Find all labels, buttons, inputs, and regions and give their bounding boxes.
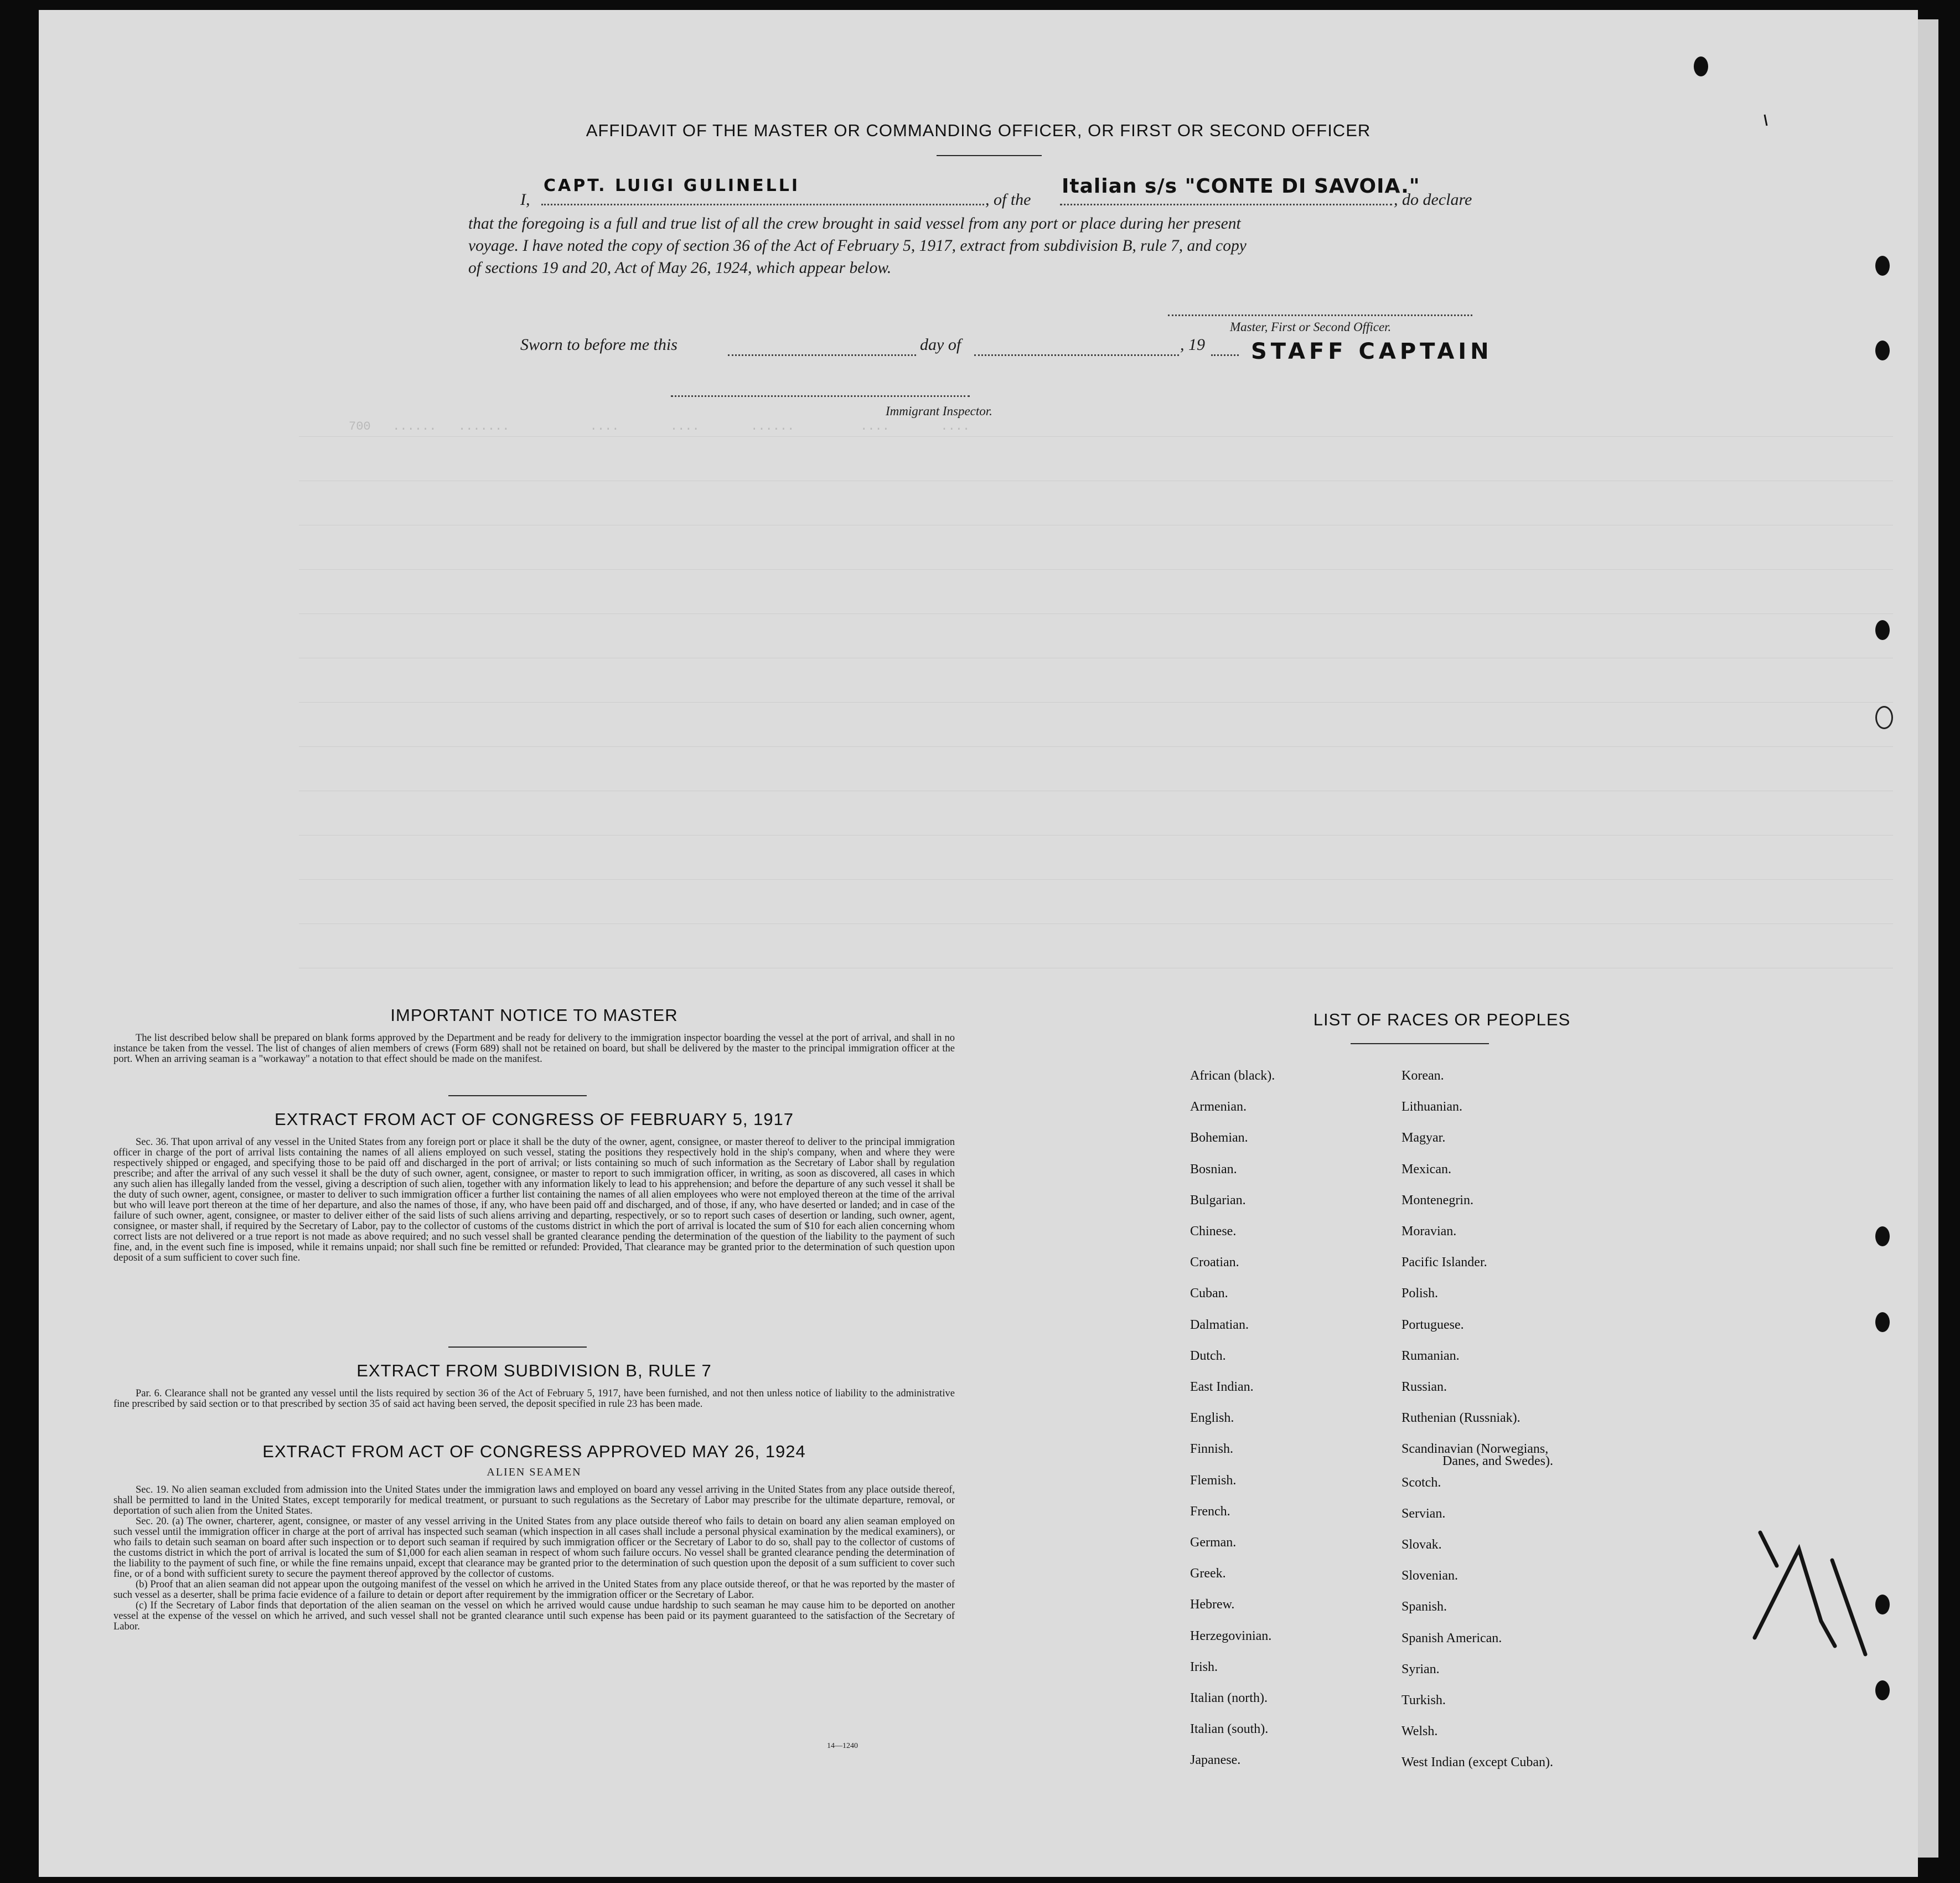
do-declare-text: , do declare [1394,190,1472,209]
left-race-item: Herzegovinian. [1190,1628,1272,1643]
sec20a-paragraph: Sec. 20. (a) The owner, charterer, agent, consignee, or master of any vessel arriving in the United States from any place outside thereof who fails to detain on board any alien seaman employed on such vessel until the immigration officer in charge at the port of arrival has inspected such seaman (which inspection in all cases shall include a personal physical examination by the medical examiners), or who fails to detain such seaman on board after such inspection or to deport such seaman if required by such immigration officer or the Secretary of Labor to do so, shall pay to the collector of customs of the customs district in which the port of arrival is located the sum of $1,000 for each alien seaman in respect of whom such failure occurs. No vessel shall be granted clearance pending the determination of the liability to the payment of such fine, or while the fine remains unpaid, except that clearance may be granted prior to the determination of such question upon the deposit of a sum sufficient to cover such fine, or of a bond with sufficient surety to secure the payment thereof approved by the collector of customs. [113,1516,955,1580]
binder-hole [1875,341,1890,360]
inspector-line [671,395,970,397]
right-race-item: Turkish. [1402,1693,1446,1707]
right-race-item: Spanish. [1402,1600,1447,1614]
right-race-item: Syrian. [1402,1662,1440,1676]
tally-mark [1738,1527,1882,1671]
right-race-item: Pacific Islander. [1402,1255,1487,1270]
extract-1924-text [113,1485,955,1632]
sworn-day-line [728,354,916,356]
year-text: , 19 [1180,336,1205,354]
left-race-item: French. [1190,1504,1230,1519]
title-divider [937,155,1042,156]
form-number: 14—1240 [827,1742,858,1750]
right-race-item: Ruthenian (Russniak). [1402,1411,1521,1426]
right-race-item: Welsh. [1402,1724,1438,1739]
left-race-item: Croatian. [1190,1255,1239,1270]
left-race-item: Dalmatian. [1190,1317,1249,1332]
left-race-item: English. [1190,1411,1234,1426]
left-race-item: Dutch. [1190,1348,1226,1363]
left-race-item: Japanese. [1190,1753,1241,1768]
affidavit-body-line2: voyage. I have noted the copy of section 36 of the Act of February 5, 1917, extract from subdivision B, rule 7, and copy [468,237,1247,255]
left-race-item: Greek. [1190,1566,1226,1581]
races-title: LIST OF RACES OR PEOPLES [1313,1010,1571,1029]
vessel-name: Italian s/s "CONTE DI SAVOIA." [1062,175,1420,198]
affidavit-body-line3: of sections 19 and 20, Act of May 26, 1924, which appear below. [468,259,892,277]
binder-hole [1875,1680,1890,1700]
binder-hole [1875,1312,1890,1332]
races-divider [1351,1043,1489,1044]
right-race-item: Korean. [1402,1069,1444,1083]
month-line [974,354,1179,356]
binder-hole [1875,706,1893,729]
day-of-text: day of [920,336,961,354]
right-race-item: Scandinavian (Norwegians, [1402,1442,1549,1457]
of-the-text: , of the [985,190,1031,209]
right-race-item: Scotch. [1402,1475,1441,1490]
extract-1924-title: EXTRACT FROM ACT OF CONGRESS APPROVED MAY 26, 1924 [262,1442,806,1461]
right-race-item: Servian. [1402,1506,1446,1521]
extract-1917-divider [448,1347,587,1348]
alien-seamen-subtitle: ALIEN SEAMEN [487,1466,582,1478]
left-race-item: Irish. [1190,1659,1218,1674]
left-race-item: Bosnian. [1190,1162,1237,1177]
binder-hole [1875,256,1890,276]
notice-paragraph: The list described below shall be prepared on blank forms approved by the Department and be ready for delivery to the immigration inspector boarding the vessel at the port of arrival, and shall in no instance be taken from the vessel. The list of changes of alien members of crews (Form 689) shall not be retained on board, but shall be delivered by the master to the principal immigration officer at the port. When an arriving seaman is a "workaway" a notation to that effect should be made on the manifest. [113,1033,955,1065]
right-race-item: West Indian (except Cuban). [1402,1755,1553,1770]
affidavit-body-line1: that the foregoing is a full and true list of all the crew brought in said vessel from any port or place during her present [468,215,1241,233]
left-race-item: Bohemian. [1190,1131,1248,1146]
right-race-item: Rumanian. [1402,1348,1460,1363]
right-race-item: Mexican. [1402,1162,1451,1177]
master-name: CAPT. LUIGI GULINELLI [544,176,800,195]
left-race-item: African (black). [1190,1069,1275,1083]
right-race-item: Montenegrin. [1402,1193,1473,1208]
binder-hole [1875,620,1890,640]
sec20c-paragraph: (c) If the Secretary of Labor finds that deportation of the alien seaman on the vessel on which he arrived would cause undue hardship to such seaman he may cause him to be deported on another vessel at the expense of the vessel on which he arrived, and such vessel shall not be granted clearance until such expense has been paid or its payment guaranteed to the satisfaction of the Secretary of Labor. [113,1600,955,1632]
left-race-item: Chinese. [1190,1224,1237,1239]
left-race-item: Flemish. [1190,1473,1237,1488]
right-race-item: Magyar. [1402,1131,1446,1146]
affidavit-title: AFFIDAVIT OF THE MASTER OR COMMANDING OFFICER, OR FIRST OR SECOND OFFICER [586,121,1371,140]
right-race-item: Slovak. [1402,1538,1442,1552]
staff-captain-stamp: STAFF CAPTAIN [1251,339,1493,364]
sec19-paragraph: Sec. 19. No alien seaman excluded from admission into the United States under the immigration laws and employed on board any vessel arriving in the United States from any place outside thereof, shall be permitted to land in the United States, except temporarily for medical treatment, or pursuant to such regulations as the Secretary of Labor may prescribe for the ultimate departure, removal, or deportation of such alien from the United States. [113,1484,955,1516]
left-race-item: Italian (north). [1190,1691,1268,1705]
left-race-item: Hebrew. [1190,1597,1235,1612]
notice-text [113,1033,955,1065]
right-race-item: Lithuanian. [1402,1100,1462,1115]
sworn-text: Sworn to before me this [520,336,678,354]
left-race-item: Italian (south). [1190,1722,1269,1737]
document-sheet: 700 ...... ....... .... .... ...... .... .... AFFIDAVIT OF THE MASTER OR COMMANDING OFFICER, OR FIRST OR SECOND OFFICER I, CAPT. LUIGI GULINELLI , of the Italian s/s "CONTE DI SAVOIA." , do declare that the foregoing is a full and true list of all the crew brought in said vessel from any port or place during her present voyage. I have noted the copy of section 36 of the Act of February 5, 1917, extract from subdivision B, rule 7, and copy of sections 19 and 20, Act of May 26, 1924, which appear below. Master, First or Second Officer. STAFF CAPTAIN Sworn to before me this day of , 19 Immigrant Inspector. IMPORTANT NOTICE TO MASTER The list described below shall be prepared on blank forms approved by the Department and be ready for delivery to the immigration inspector boarding the vessel at the port of arrival, and shall in no instance be taken from the vessel. The list of changes of alien members of crews (Form 689) shall not be retained on board, but shall be delivered by the master to the principal immigration officer at the port. When an arriving seaman is a "workaway" a notation to that effect should be made on the manifest. EXTRACT FROM ACT OF CONGRESS OF FEBRUARY 5, 1917 Sec. 36. That upon arrival of any vessel in the United States from any foreign port or place it shall be the duty of the owner, agent, consignee, or master thereof to deliver to the principal immigration officer in charge of the port of arrival lists containing the names of all aliens employed on such vessel, stating the positions they respectively hold in the ship's company, when and where they were respectively shipped or engaged, and specifying those to be paid off and discharged in the port of arrival; or lists containing so much of such information as the Secretary of Labor shall by regulation prescribe; and after the arrival of any such vessel it shall be the duty of such owner, agent, consignee, or master to report to such immigration officer, in writing, as soon as discovered, all cases in which any such alien has illegally landed from the vessel, giving a description of such alien, together with any information likely to lead to his apprehension; and before the departure of any such vessel it shall be the duty of such owner, agent, consignee, or master to deliver to such immigration officer a further list containing the names of all alien employees who were not employed thereon at the time of the arrival but who will leave port thereon at the time of her departure, and also the names of those, if any, who have been paid off and discharged, and of those, if any, who have deserted or landed; and in case of the failure of such owner, agent, consignee, or master to deliver either of the said lists of such aliens arriving and departing, respectively, or so to report such cases of desertion or landing, such owner, agent, consignee, or master shall, if required by the Secretary of Labor, pay to the collector of customs of the customs district in which the port of arrival is located the sum of $10 for each alien concerning whom correct lists are not delivered or a true report is not made as above required; and no such vessel shall be granted clearance pending the determination of the question of the liability to the payment of such fine, and, in the event such fine is imposed, while it remains unpaid; nor shall such fine be remitted or refunded: Provided, That clearance may be granted prior to the determination of such question upon deposit of a sum sufficient to cover such fine. EXTRACT FROM SUBDIVISION B, RULE 7 Par. 6. Clearance shall not be granted any vessel until the lists required by section 36 of the Act of February 5, 1917, have been furnished, and not then unless notice of liability to the administrative fine prescribed by said section or to that prescribed by section 35 of said act having been served, the deposit specified in rule 23 has been made. EXTRACT FROM ACT OF CONGRESS APPROVED MAY 26, 1924 ALIEN SEAMEN Sec. 19. No alien seaman excluded from admission into the United States under the immigration laws and employed on board any vessel arriving in the United States from any place outside thereof, shall be permitted to land in the United States, except temporarily for medical treatment, or pursuant to such regulations as the Secretary of Labor may prescribe for the ultimate departure, removal, or deportation of such alien from the United States. Sec. 20. (a) The owner, charterer, agent, consignee, or master of any vessel arriving in the United States from any place outside thereof who fails to detain on board any alien seaman employed on such vessel until the immigration officer in charge at the port of arrival has inspected such seaman (which inspection in all cases shall include a personal physical examination by the medical examiners), or who fails to detain such seaman on board after such inspection or to deport such seaman if required by such immigration officer or the Secretary of Labor to do so, shall pay to the collector of customs of the customs district in which the port of arrival is located the sum of $1,000 for each alien seaman in respect of whom such failure occurs. No vessel shall be granted clearance pending the determination of the liability to the payment of such fine, or while the fine remains unpaid, except that clearance may be granted prior to the determination of such question upon the deposit of a sum sufficient to cover such fine, or of a bond with sufficient surety to secure the payment thereof approved by the collector of customs. (b) Proof that an alien seaman did not appear upon the outgoing manifest of the vessel on which he arrived in the United States from any place outside thereof, or that he was reported by the master of such vessel as a deserter, shall be prima facie evidence of a failure to detain or deport after requirement by the immigration officer or the Secretary of Labor. (c) If the Secretary of Labor finds that deportation of the alien seaman on the vessel on which he arrived would cause undue hardship to such seaman he may cause him to be deported on another vessel at the expense of the vessel on which he arrived, and such vessel shall not be granted clearance until such expense has been paid or its payment guaranteed to the satisfaction of the Secretary of Labor. 14—1240 LIST OF RACES OR PEOPLES African (black). Armenian. Bohemian. Bosnian. Bulgarian. Chinese. Croatian. Cuban. Dalmatian. Dutch. East Indian. English. Finnish. Flemish. French. German. Greek. Hebrew. Herzegovinian. Irish. Italian (north). Italian (south). Japanese. Korean. Lithuanian. Magyar. Mexican. Montenegrin. Moravian. Pacific Islander. Polish. Portuguese. Rumanian. Russian. Ruthenian (Russniak). Scandinavian (Norwegians, Scotch. Servian. Slovak. Slovenian. Spanish. Spanish American. Syrian. Turkish. Welsh. West Indian (except Cuban). Danes, and Swedes). [39,10,1918,1877]
signature-line [1168,314,1472,316]
extract-1917-text [113,1137,955,1263]
left-race-item: Cuban. [1190,1286,1228,1301]
notice-title: IMPORTANT NOTICE TO MASTER [390,1005,678,1025]
binder-hole [1694,56,1708,76]
name-line [541,204,984,205]
left-race-item: East Indian. [1190,1380,1254,1394]
notice-divider [448,1095,587,1096]
right-race-item: Polish. [1402,1286,1439,1301]
extract-1917-title: EXTRACT FROM ACT OF CONGRESS OF FEBRUARY 5, 1917 [274,1110,794,1129]
race-scandinavian-cont: Danes, and Swedes). [1442,1454,1553,1469]
extract-1917-paragraph: Sec. 36. That upon arrival of any vessel in the United States from any foreign port or place it shall be the duty of the owner, agent, consignee, or master thereof to deliver to the principal immigration officer in charge of the port of arrival lists containing the names of all aliens employed on such vessel, stating the positions they respectively hold in the ship's company, when and where they were respectively shipped or engaged, and specifying those to be paid off and discharged in the port of arrival; or lists containing so much of such information as the Secretary of Labor shall by regulation prescribe; and after the arrival of any such vessel it shall be the duty of such owner, agent, consignee, or master to report to such immigration officer, in writing, as soon as discovered, all cases in which any such alien has illegally landed from the vessel, giving a description of such alien, together with any information likely to lead to his apprehension; and before the departure of any such vessel it shall be the duty of such owner, agent, consignee, or master to deliver to such immigration officer a further list containing the names of all alien employees who were not employed thereon at the time of the arrival but who will leave port thereon at the time of her departure, and also the names of those, if any, who have been paid off and discharged, and of those, if any, who have deserted or landed; and in case of the failure of such owner, agent, consignee, or master to deliver either of the said lists of such aliens arriving and departing, respectively, or so to report such cases of desertion or landing, such owner, agent, consignee, or master shall, if required by the Secretary of Labor, pay to the collector of customs of the customs district in which the port of arrival is located the sum of $10 for each alien concerning whom correct lists are not delivered or a true report is not made as above required; and no such vessel shall be granted clearance pending the determination of the question of the liability to the payment of such fine, and, in the event such fine is imposed, while it remains unpaid; nor shall such fine be remitted or refunded: Provided, That clearance may be granted prior to the determination of such question upon deposit of a sum sufficient to cover such fine. [113,1137,955,1263]
left-race-item: Bulgarian. [1190,1193,1246,1208]
corner-tick [1760,112,1771,129]
sec20b-paragraph: (b) Proof that an alien seaman did not appear upon the outgoing manifest of the vessel on which he arrived in the United States from any place outside thereof, or that he was reported by the master of such vessel as a deserter, shall be prima facie evidence of a failure to detain or deport after requirement by the immigration officer or the Secretary of Labor. [113,1579,955,1601]
subdivision-b-paragraph: Par. 6. Clearance shall not be granted any vessel until the lists required by section 36 of the Act of February 5, 1917, have been furnished, and not then unless notice of liability to the administrative fine prescribed by said section or to that prescribed by section 35 of said act having been served, the deposit specified in rule 23 has been made. [113,1388,955,1410]
right-race-item: Russian. [1402,1380,1447,1394]
right-race-item: Spanish American. [1402,1631,1502,1645]
binder-hole [1875,1595,1890,1614]
subdivision-b-title: EXTRACT FROM SUBDIVISION B, RULE 7 [356,1361,712,1380]
signer-label: Master, First or Second Officer. [1230,320,1392,334]
affidavit-i: I, [520,190,530,209]
right-race-item: Slovenian. [1402,1569,1458,1583]
right-race-item: Portuguese. [1402,1317,1464,1332]
left-race-item: Finnish. [1190,1442,1234,1457]
inspector-label: Immigrant Inspector. [886,404,992,418]
binder-hole [1875,1226,1890,1246]
left-race-item: Armenian. [1190,1100,1247,1115]
left-race-item: German. [1190,1535,1237,1550]
subdivision-b-text [113,1389,955,1410]
year-line [1211,354,1239,356]
vessel-line [1060,204,1392,205]
right-race-item: Moravian. [1402,1224,1457,1239]
